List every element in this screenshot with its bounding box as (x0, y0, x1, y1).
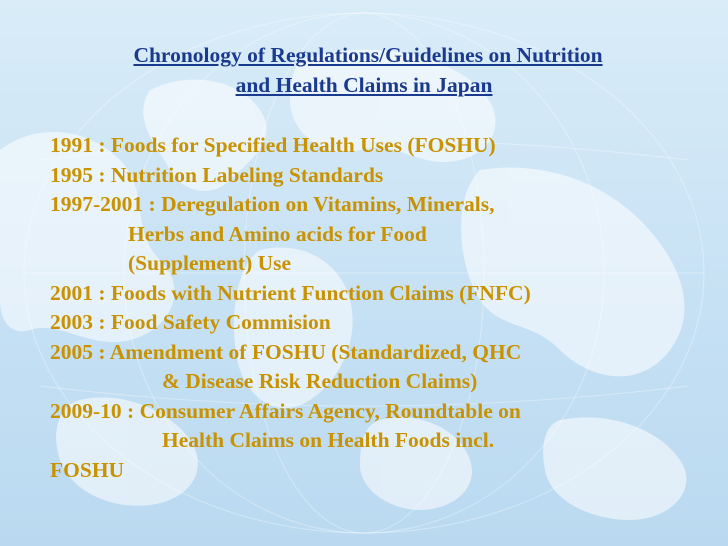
list-item-continuation: FOSHU (50, 457, 125, 482)
list-item: 1991 : Foods for Specified Health Uses (FOSHU) (50, 133, 496, 157)
list-item-continuation: Herbs and Amino acids for Food (128, 221, 427, 246)
title-line-2: and Health Claims in Japan (235, 73, 493, 97)
list-item: 2001 : Foods with Nutrient Function Claims (FNFC) (50, 280, 531, 305)
list-item: 2005 : Amendment of FOSHU (Standardized, QHC (50, 339, 522, 364)
list-item: 2003 : Food Safety Commision (50, 310, 331, 334)
chronology-list (50, 131, 726, 485)
slide-title (0, 40, 728, 100)
list-item: 1997-2001 : Deregulation on Vitamins, Minerals, (50, 192, 495, 216)
list-item-continuation: Health Claims on Health Foods incl. (162, 428, 495, 452)
list-item-continuation: & Disease Risk Reduction Claims) (162, 369, 478, 393)
list-item: 1995 : Nutrition Labeling Standards (50, 162, 384, 187)
list-item: 2009-10 : Consumer Affairs Agency, Roundtable on (50, 398, 521, 423)
list-item-continuation: (Supplement) Use (128, 251, 292, 275)
title-line-1: Chronology of Regulations/Guidelines on Nutrition (133, 43, 603, 67)
